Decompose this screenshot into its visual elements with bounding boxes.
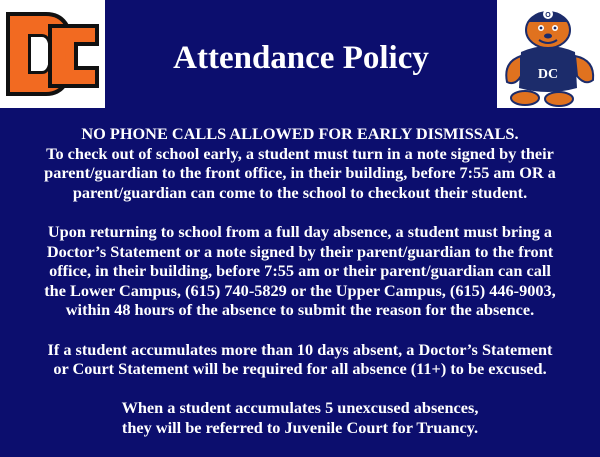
policy-line: To check out of school early, a student must turn in a note signed by their — [46, 143, 554, 163]
policy-text — [0, 124, 600, 457]
policy-line: the Lower Campus, (615) 740-5829 or the Upper Campus, (615) 446-9003, — [44, 280, 556, 300]
policy-paragraph-absence-return — [0, 222, 600, 320]
school-logo — [0, 0, 105, 108]
policy-paragraph-excessive-absence — [0, 340, 600, 379]
policy-line: parent/guardian can come to the school to checkout their student. — [72, 182, 528, 202]
policy-line: If a student accumulates more than 10 days absent, a Doctor’s Statement — [47, 339, 553, 359]
policy-paragraph-early-dismissal — [0, 124, 600, 202]
mascot-logo — [497, 0, 600, 108]
policy-line: Upon returning to school from a full day absence, a student must bring a — [47, 221, 553, 241]
page-title: Attendance Policy — [173, 40, 429, 76]
policy-paragraph-truancy — [0, 398, 600, 437]
policy-line: NO PHONE CALLS ALLOWED FOR EARLY DISMISSALS. — [81, 124, 519, 143]
policy-line: When a student accumulates 5 unexcused absences, — [121, 398, 479, 418]
dc-logo-icon — [0, 0, 105, 108]
policy-line: office, in their building, before 7:55 am or their parent/guardian can call — [49, 261, 551, 281]
svg-text:O: O — [545, 12, 551, 19]
policy-line: within 48 hours of the absence to submit the reason for the absence. — [65, 300, 535, 320]
bulldog-mascot-icon — [497, 0, 600, 108]
policy-line: or Court Statement will be required for all absence (11+) to be excused. — [53, 359, 547, 379]
svg-text:DC: DC — [537, 67, 559, 82]
policy-line: Doctor’s Statement or a note signed by their parent/guardian to the front — [46, 241, 554, 261]
policy-line: they will be referred to Juvenile Court for Truancy. — [121, 417, 479, 437]
policy-line: parent/guardian to the front office, in their building, before 7:55 am OR a — [44, 163, 556, 183]
